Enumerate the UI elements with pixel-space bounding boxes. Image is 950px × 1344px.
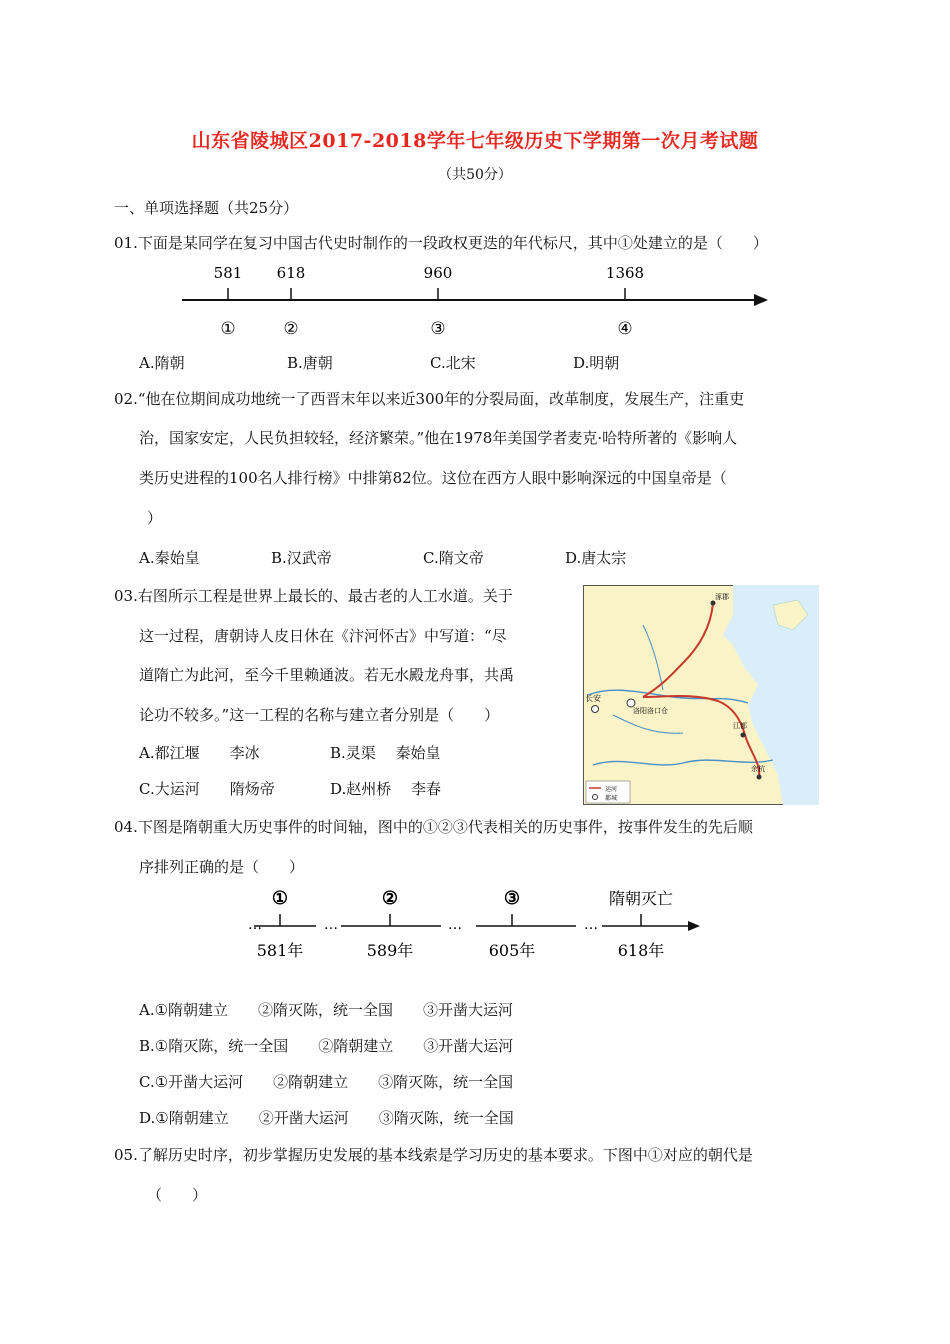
- year-label: 960: [423, 264, 453, 282]
- ellipsis: …: [248, 917, 262, 933]
- year-label: 1368: [605, 264, 645, 282]
- event-mark: ②: [381, 888, 399, 909]
- year-label: 581年: [256, 941, 304, 960]
- q3-stem-line: 道隋亡为此河，至今千里赖通波。若无水殿龙舟事，共禹: [139, 666, 515, 684]
- map-place-label: 江都: [733, 722, 747, 730]
- q4-option-a: A.①隋朝建立 ②隋灭陈，统一全国 ③开凿大运河: [139, 1001, 514, 1019]
- q1-option-a: A.隋朝: [139, 354, 185, 372]
- mark-label: ②: [283, 319, 299, 339]
- year-label: 605年: [488, 941, 536, 960]
- q4-stem-line: 04.下图是隋朝重大历史事件的时间轴，图中的①②③代表相关的历史事件，按事件发生的先后顺: [114, 818, 753, 836]
- section-heading: 一、单项选择题（共25分）: [114, 199, 299, 217]
- year-label: 618: [276, 264, 306, 282]
- legend-label: 都城: [605, 795, 618, 802]
- q4-option-b: B.①隋灭陈，统一全国 ②隋朝建立 ③开凿大运河: [139, 1037, 514, 1055]
- year-label: 581: [213, 264, 243, 282]
- q1-stem: 01.下面是某同学在复习中国古代史时制作的一段政权更迭的年代标尺，其中①处建立的是（ ）: [114, 234, 768, 252]
- page-title: 山东省陵城区2017-2018学年七年级历史下学期第一次月考试题: [191, 130, 759, 152]
- q3-stem-line: 论功不较多。”这一工程的名称与建立者分别是（ ）: [139, 706, 500, 724]
- q1-option-c: C.北宋: [430, 354, 476, 372]
- q1-option-d: D.明朝: [573, 354, 620, 372]
- mark-label: ③: [430, 319, 446, 339]
- score-note: （共50分）: [438, 167, 512, 183]
- q5-stem-line: 05.了解历史时序，初步掌握历史发展的基本线索是学习历史的基本要求。下图中①对应的朝代是: [114, 1146, 753, 1164]
- year-label: 589年: [366, 941, 414, 960]
- grand-canal-map: [583, 585, 819, 805]
- q2-stem-line: 类历史进程的100名人排行榜》中排第82位。这位在西方人眼中影响深远的中国皇帝是（: [139, 469, 727, 487]
- q3-option-d: D.赵州桥 李春: [330, 780, 442, 798]
- arrow-right-icon: [688, 921, 700, 931]
- map-place-label: 涿郡: [715, 593, 729, 601]
- q4-timeline: [240, 884, 710, 964]
- q4-option-d: D.①隋朝建立 ②开凿大运河 ③隋灭陈，统一全国: [139, 1109, 514, 1127]
- q4-stem-line: 序排列正确的是（ ）: [139, 858, 305, 876]
- q3-option-a: A.都江堰 李冰: [139, 744, 260, 762]
- q2-stem-line: 治，国家安定，人民负担较轻，经济繁荣。”他在1978年美国学者麦克·哈特所著的《影响人: [139, 429, 738, 447]
- q3-option-b: B.灵渠 秦始皇: [330, 744, 441, 762]
- svg-text:…: …: [448, 917, 462, 933]
- legend-label: 运河: [605, 786, 618, 793]
- q1-year-ruler: [170, 256, 780, 346]
- q2-stem-line: ）: [147, 509, 163, 527]
- event-mark: ③: [503, 888, 521, 909]
- q2-option-b: B.汉武帝: [271, 549, 332, 567]
- q3-option-c: C.大运河 隋炀帝: [139, 780, 275, 798]
- q2-option-c: C.隋文帝: [423, 549, 484, 567]
- q4-option-c: C.①开凿大运河 ②隋朝建立 ③隋灭陈，统一全国: [139, 1073, 514, 1091]
- svg-text:…: …: [584, 917, 598, 933]
- map-place-label: 余杭: [751, 765, 765, 773]
- event-mark: ①: [271, 888, 289, 909]
- q3-stem-line: 这一过程，唐朝诗人皮日休在《汴河怀古》中写道：“尽: [139, 627, 507, 645]
- arrow-right-icon: [754, 294, 768, 306]
- map-place-label: 长安: [585, 694, 601, 703]
- map-place-label: 洛阳洛口仓: [633, 707, 668, 715]
- q3-stem-line: 03.右图所示工程是世界上最长的、最古老的人工水道。关于: [114, 587, 513, 605]
- q5-stem-line: （ ）: [147, 1186, 208, 1204]
- event-mark: 隋朝灭亡: [608, 889, 674, 908]
- mark-label: ①: [220, 319, 236, 339]
- q2-option-d: D.唐太宗: [565, 549, 627, 567]
- year-label: 618年: [617, 941, 665, 960]
- q1-option-b: B.唐朝: [287, 354, 333, 372]
- q2-option-a: A.秦始皇: [139, 549, 200, 567]
- q2-stem-line: 02.“他在位期间成功地统一了西晋末年以来近300年的分裂局面，改革制度，发展生产，注重吏: [114, 390, 745, 408]
- mark-label: ④: [617, 319, 633, 339]
- svg-text:…: …: [324, 917, 338, 933]
